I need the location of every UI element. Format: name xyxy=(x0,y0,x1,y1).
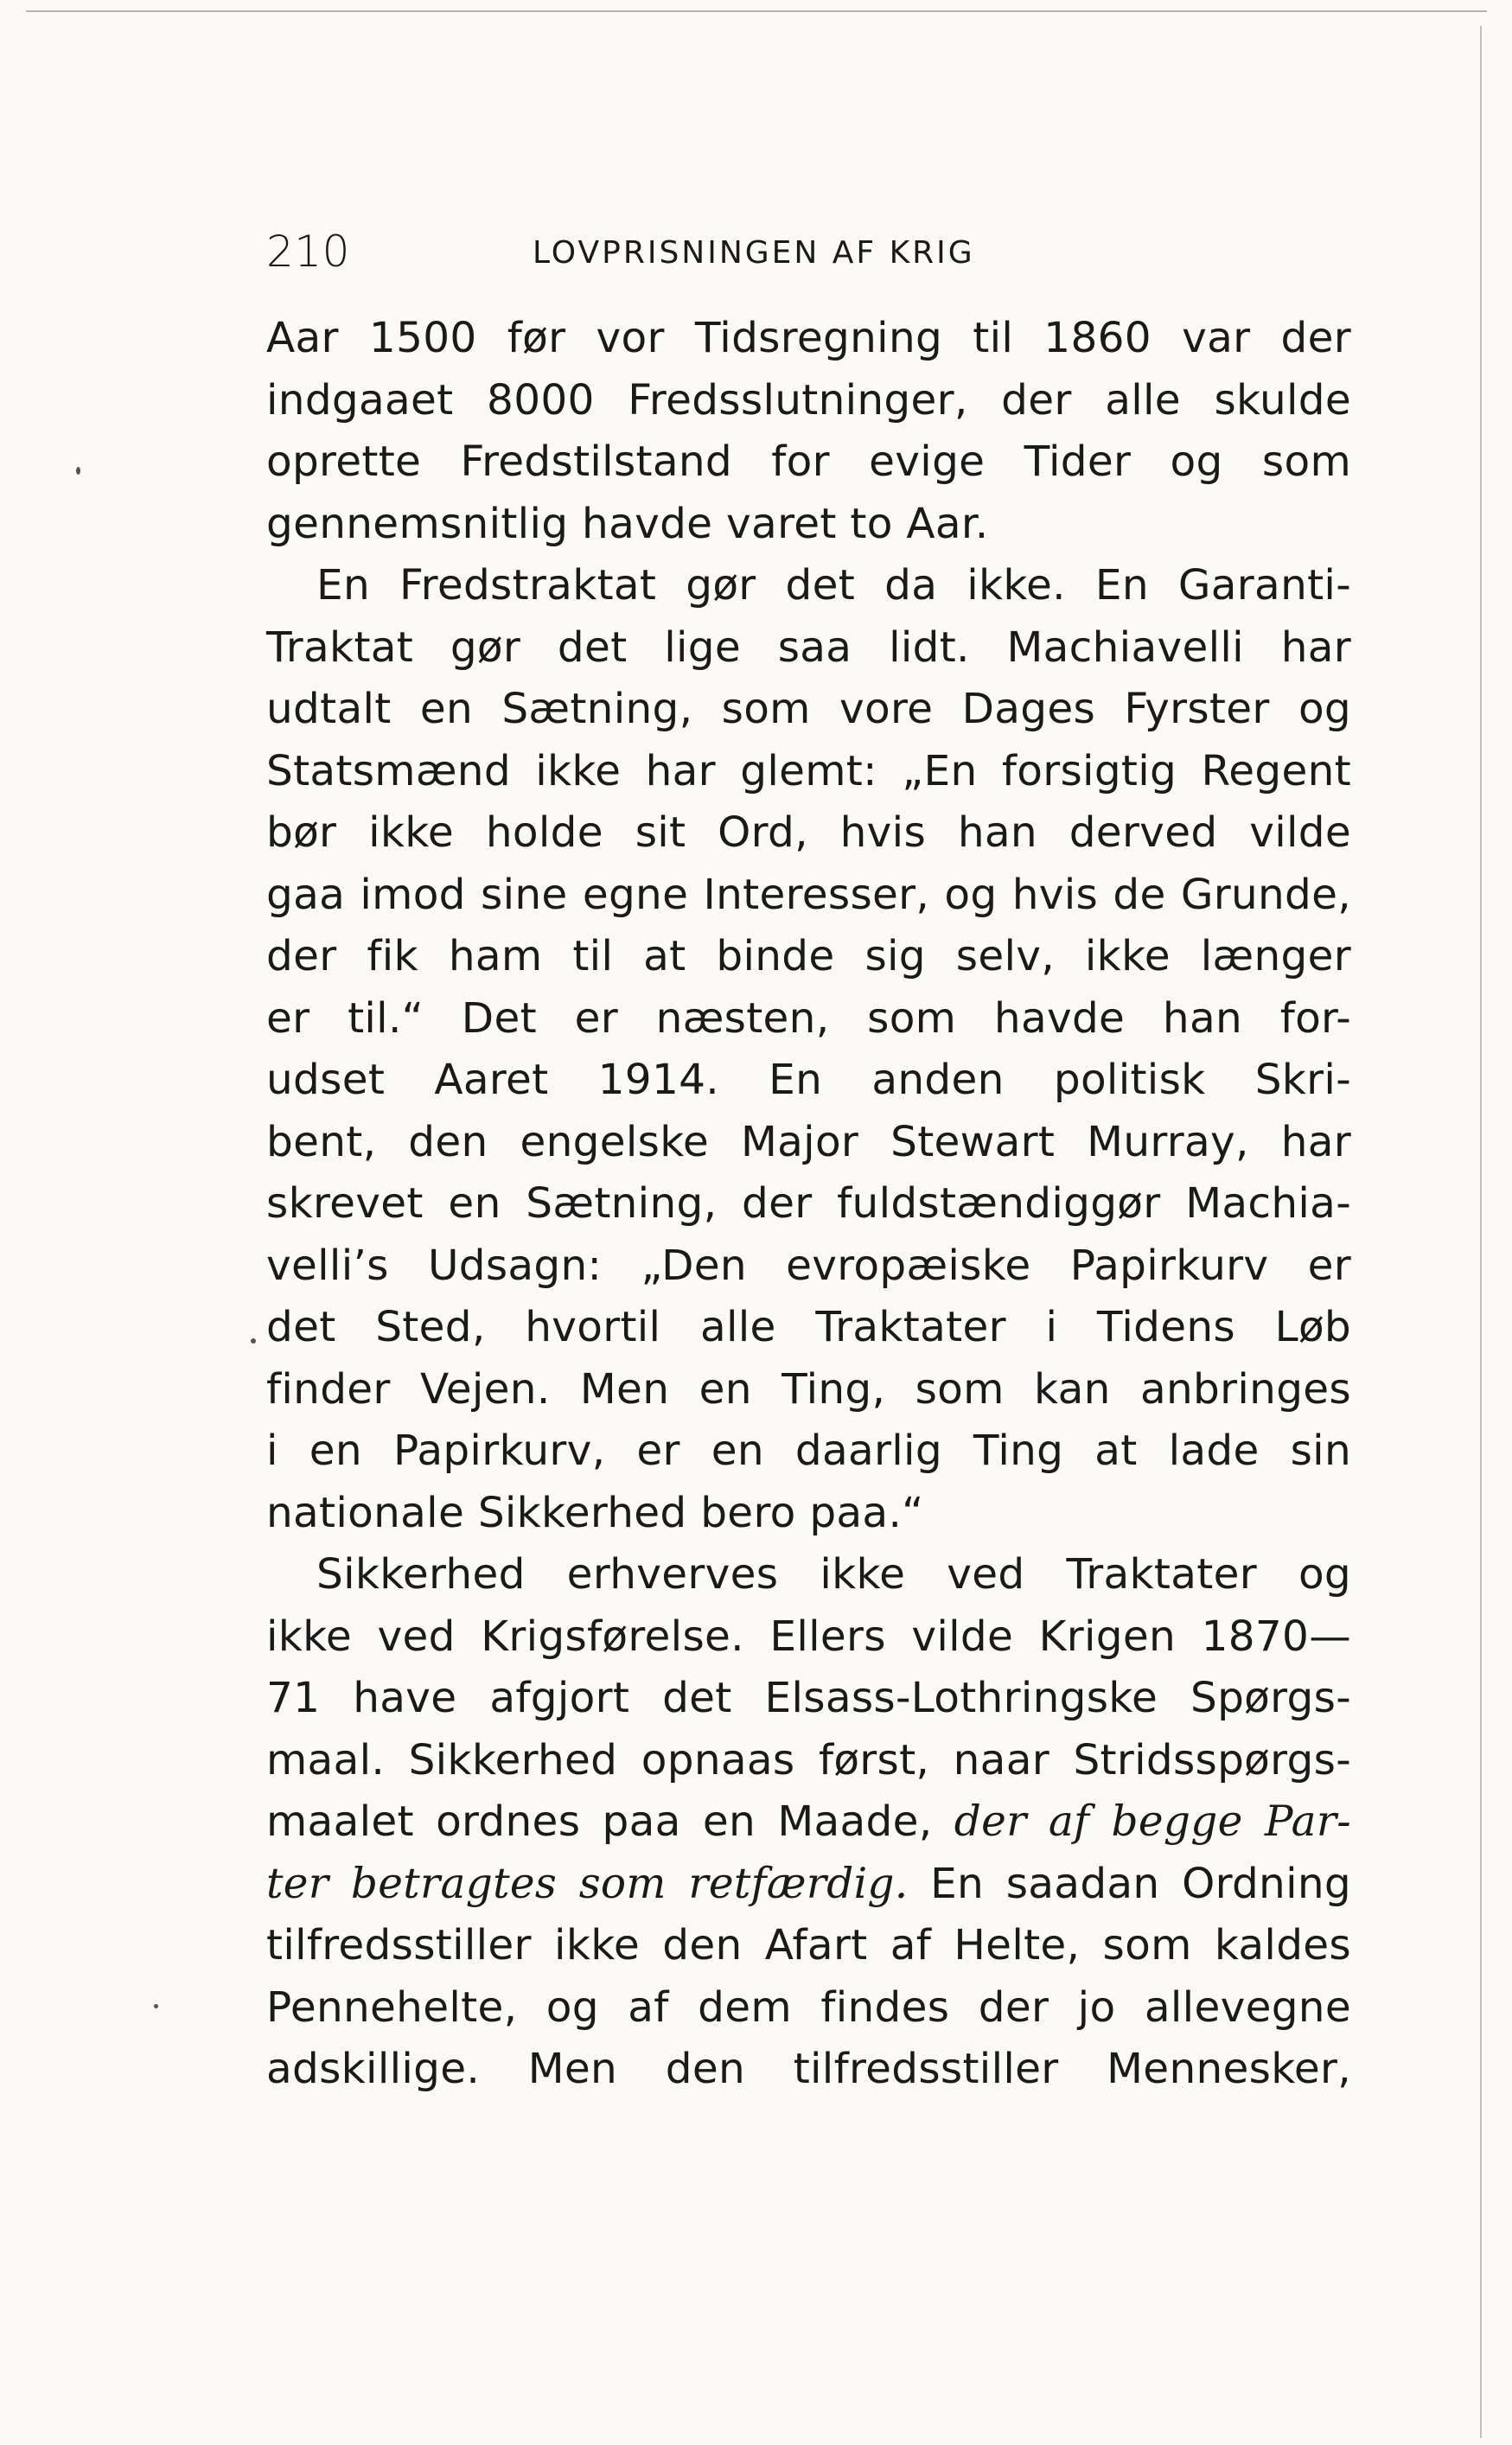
text-line-with-italic xyxy=(266,1854,1351,1916)
book-page xyxy=(266,227,1351,2101)
text-segment: En saadan Ordning xyxy=(908,1859,1351,1908)
text-line: udtalt en Sætning, som vore Dages Fyrster og xyxy=(266,685,1351,733)
text-line: tilfredsstiller ikke den Afart af Helte, som kaldes xyxy=(266,1921,1351,1969)
text-line: Aar 1500 før vor Tidsregning til 1860 var der xyxy=(266,314,1351,362)
text-line: gennemsnitlig havde varet to Aar. xyxy=(266,499,989,548)
text-line: En Fredstraktat gør det da ikke. En Garanti- xyxy=(316,561,1351,610)
italic-segment: der af begge Par- xyxy=(954,1797,1351,1846)
italic-segment: ter betragtes som retfærdig. xyxy=(266,1859,909,1908)
text-line: skrevet en Sætning, der fuldstændiggør Machia- xyxy=(266,1179,1351,1228)
text-line: nationale Sikkerhed bero paa.“ xyxy=(266,1488,924,1537)
text-line: adskillige. Men den tilfredsstiller Mennesker, xyxy=(266,2045,1351,2093)
text-line: er til.“ Det er næsten, som havde han for- xyxy=(266,993,1351,1043)
body-text xyxy=(266,308,1351,2101)
page-header xyxy=(266,227,1351,278)
running-head: LOVPRISNINGEN AF KRIG xyxy=(533,235,975,271)
text-line: bør ikke holde sit Ord, hvis han derved vilde xyxy=(266,808,1351,857)
text-line: Pennehelte, og af dem findes der jo allevegne xyxy=(266,1982,1351,2032)
text-line: Sikkerhed erhverves ikke ved Traktater og xyxy=(316,1550,1351,1599)
text-line: Traktat gør det lige saa lidt. Machiavelli har xyxy=(266,622,1351,672)
text-line-with-italic xyxy=(266,1791,1351,1854)
text-line: i en Papirkurv, er en daarlig Ting at lade sin xyxy=(266,1427,1351,1475)
text-line: finder Vejen. Men en Ting, som kan anbringes xyxy=(266,1364,1351,1414)
text-line: ikke ved Krigsførelse. Ellers vilde Krigen 1870— xyxy=(266,1612,1351,1661)
text-line: Statsmænd ikke har glemt: „En forsigtig Regent xyxy=(266,746,1351,795)
text-segment: maalet ordnes paa en Maade, xyxy=(266,1797,954,1846)
page-number: 210 xyxy=(266,227,350,277)
scan-edge-top xyxy=(26,10,1487,12)
text-line: der fik ham til at binde sig selv, ikke længer xyxy=(266,932,1351,980)
scan-speck xyxy=(154,2004,158,2008)
text-line: det Sted, hvortil alle Traktater i Tidens Løb xyxy=(266,1303,1351,1351)
text-line: bent, den engelske Major Stewart Murray, har xyxy=(266,1117,1351,1166)
scan-speck xyxy=(76,467,80,475)
text-line: indgaaet 8000 Fredsslutninger, der alle skulde xyxy=(266,375,1351,425)
text-line: velli’s Udsagn: „Den evropæiske Papirkurv er xyxy=(266,1241,1351,1290)
text-line: udset Aaret 1914. En anden politisk Skri- xyxy=(266,1056,1351,1104)
scan-speck xyxy=(251,1338,256,1344)
text-line: 71 have afgjort det Elsass-Lothringske Spørgs- xyxy=(266,1674,1351,1722)
text-line: maal. Sikkerhed opnaas først, naar Stridsspørgs- xyxy=(266,1735,1351,1784)
scan-edge-right xyxy=(1480,26,1482,2438)
text-line: gaa imod sine egne Interesser, og hvis de Grunde, xyxy=(266,870,1351,919)
text-line: oprette Fredstilstand for evige Tider og som xyxy=(266,437,1351,486)
